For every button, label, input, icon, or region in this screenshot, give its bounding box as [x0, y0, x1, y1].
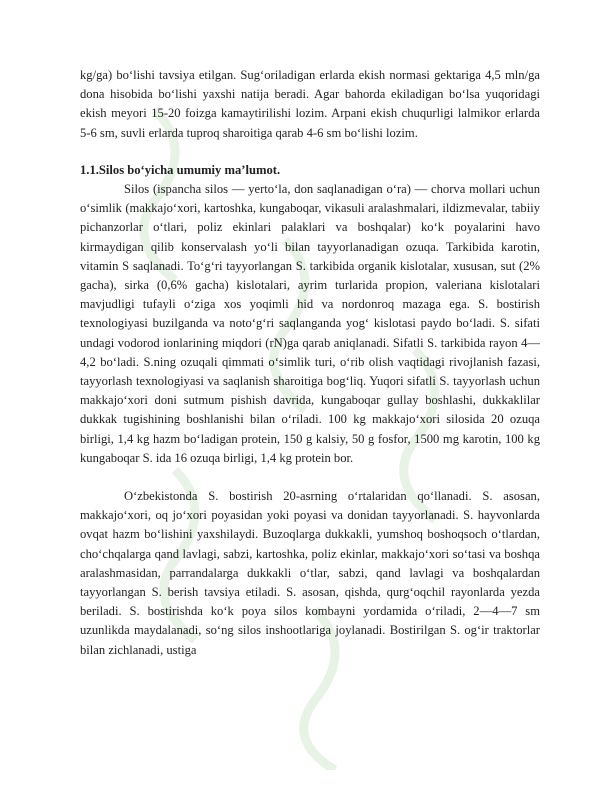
- paragraph-silos-definition: Silos (ispancha silos — yerto‘la, don saqlanadigan o‘ra) — chorva mollari uchun o‘simlik (makkajo‘xori, kartoshka, kungaboqar, vikasuli aralashmalari, ildizmevalar, tabiiy pichanzorlar o‘tlari, poliz ekinlari palaklari va boshqalar) ko‘k poyalarini havo kirmaydigan qilib konservalash yo‘li bilan tayyorlanadigan ozuqa. Tarkibida karotin, vitamin S saqlanadi. To‘g‘ri tayyorlangan S. tarkibida organik kislotalar, xususan, sut (2% gacha), sirka (0,6% gacha) kislotalari, ayrim turlarida propion, valeriana kislotalari mavjudligi tufayli o‘ziga xos yoqimli hid va nordonroq mazaga ega. S. bostirish texnologiyasi buzilganda va noto‘g‘ri saqlanganda yog‘ kislotasi paydo bo‘ladi. S. sifati undagi vodorod ionlarining miqdori (rN)ga qarab aniqlanadi. Sifatli S. tarkibida rayon 4—4,2 bo‘ladi. S.ning ozuqali qimmati o‘simlik turi, o‘rib olish vaqtidagi rivojlanish fazasi, tayyorlash texnologiyasi va saqlanish sharoitiga bog‘liq. Yuqori sifatli S. tayyorlash uchun makkajo‘xori doni sutmum pishish davrida, kungaboqar gullay boshlashi, dukkaklilar dukkak tugishining boshlanishi bilan o‘riladi. 100 kg makkajo‘xori silosida 20 ozuqa birligi, 1,4 kg hazm bo‘ladigan protein, 150 g kalsiy, 50 g fosfor, 1500 mg karotin, 100 kg kungaboqar S. ida 16 ozuqa birligi, 1,4 kg protein bor.: [80, 182, 540, 465]
- paragraph-uzbekistan-silos: O‘zbekistonda S. bostirish 20-asrning o‘rtalaridan qo‘llanadi. S. asosan, makkajo‘xori, oq jo‘xori poyasidan yoki poyasi va donidan tayyorlanadi. S. hayvonlarda ovqat hazm bo‘lishini yaxshilaydi. Buzoqlarga dukkakli, yumshoq boshoqsoch o‘tlardan, cho‘chqalarga qand lavlagi, sabzi, kartoshka, poliz ekinlar, makkajo‘xori so‘tasi va boshqa aralashmasidan, parrandalarga dukkakli o‘tlar, sabzi, qand lavlagi va boshqalardan tayyorlangan S. berish tavsiya etiladi. S. asosan, qishda, qurg‘oqchil rayonlarda yezda beriladi. S. bostirishda ko‘k poya silos kombayni yordamida o‘riladi, 2—4—7 sm uzunlikda maydalanadi, so‘ng silos inshootlariga joylanadi. Bostirilgan S. og‘ir traktorlar bilan zichlanadi, ustiga: [80, 489, 540, 657]
- section-heading: 1.1.Silos bo‘yicha umumiy ma’lumot.: [80, 162, 281, 177]
- paragraph-spacer: [80, 468, 540, 487]
- paragraph-intro: kg/ga) bo‘lishi tavsiya etilgan. Sug‘oriladigan erlarda ekish normasi gektariga 4,5 mln/ga dona hisobida bo‘lishi yaxshi natija beradi. Agar bahorda ekiladigan bo‘lsa yuqoridagi ekish meyori 15-20 foizga kamaytirilishi lozim. Arpani ekish chuqurligi lalmikor erlarda 5-6 sm, suvli erlarda tuproq sharoitiga qarab 4-6 sm bo‘lishi lozim.: [80, 68, 540, 140]
